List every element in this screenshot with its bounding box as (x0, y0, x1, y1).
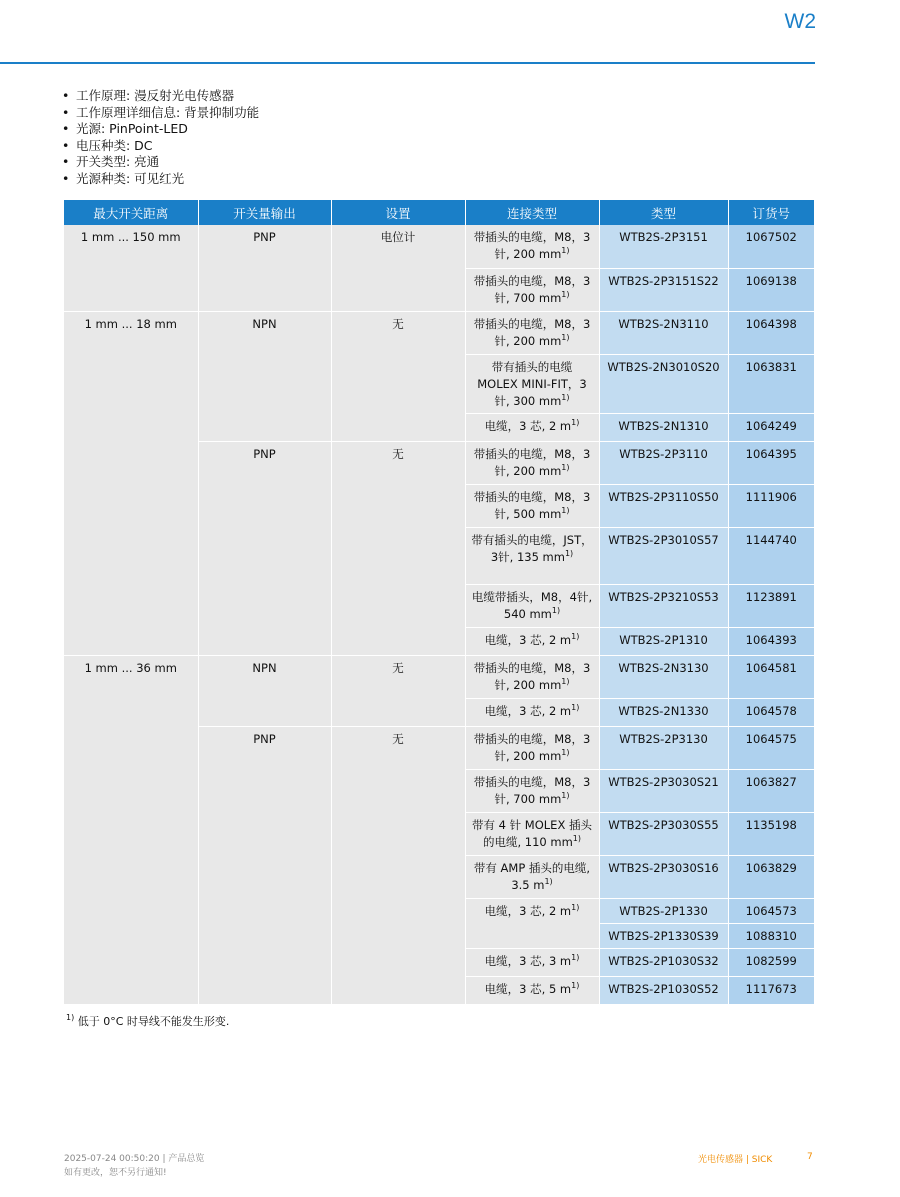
order-cell: 1063827 (728, 769, 814, 812)
type-cell: WTB2S-2P1330S39 (599, 923, 728, 948)
order-cell: 1067502 (728, 225, 814, 268)
connection-cell: 带插头的电缆，M8，3针, 200 $mm^{1)}$ (465, 225, 599, 268)
connection-cell: 电缆，3 芯, 2 $m^{1)}$ (465, 698, 599, 726)
connection-cell: 电缆，3 芯, 2 $m^{1)}$ (465, 898, 599, 948)
page-number: 7 (807, 1152, 813, 1162)
property-item: • 开关类型: 亮通 (62, 154, 259, 171)
range-cell: 1 mm ... 36 mm (64, 655, 198, 1004)
connection-cell: 带插头的电缆，M8，3针, 200 $mm^{1)}$ (465, 726, 599, 769)
order-cell: 1063829 (728, 855, 814, 898)
order-cell: 1117673 (728, 976, 814, 1004)
range-cell: 1 mm ... 18 mm (64, 311, 198, 655)
setting-cell: 无 (331, 726, 465, 1004)
type-cell: WTB2S-2P3030S21 (599, 769, 728, 812)
property-list (62, 88, 259, 187)
order-cell: 1063831 (728, 354, 814, 413)
table-row (64, 311, 814, 354)
table-header-row (64, 200, 814, 225)
type-cell: WTB2S-2P3010S57 (599, 527, 728, 584)
type-cell: WTB2S-2P1330 (599, 898, 728, 923)
order-cell: 1064573 (728, 898, 814, 923)
header-type: 类型 (599, 200, 728, 225)
table-row (64, 225, 814, 268)
connection-cell: 带插头的电缆，M8，3针, 200 $mm^{1)}$ (465, 311, 599, 354)
output-cell: PNP (198, 225, 331, 311)
chapter-label: W2 (784, 10, 816, 33)
header-connection: 连接类型 (465, 200, 599, 225)
order-cell: 1082599 (728, 948, 814, 976)
type-cell: WTB2S-2P3030S55 (599, 812, 728, 855)
type-cell: WTB2S-2P1030S32 (599, 948, 728, 976)
footer-brand: 光电传感器 | SICK (698, 1155, 773, 1165)
order-cell: 1064575 (728, 726, 814, 769)
header-rule (0, 62, 815, 64)
type-cell: WTB2S-2N1330 (599, 698, 728, 726)
connection-cell: 带插头的电缆，M8，3针, 700 $mm^{1)}$ (465, 769, 599, 812)
connection-cell: 带插头的电缆，M8，3针, 200 $mm^{1)}$ (465, 441, 599, 484)
property-item: • 光源: PinPoint-LED (62, 121, 259, 138)
type-cell: WTB2S-2P1310 (599, 627, 728, 655)
output-cell: PNP (198, 726, 331, 1004)
connection-cell: 电缆，3 芯, 3 $m^{1)}$ (465, 948, 599, 976)
type-cell: WTB2S-2N3130 (599, 655, 728, 698)
order-cell: 1088310 (728, 923, 814, 948)
property-item: • 工作原理详细信息: 背景抑制功能 (62, 105, 259, 122)
order-cell: 1111906 (728, 484, 814, 527)
property-item: • 工作原理: 漫反射光电传感器 (62, 88, 259, 105)
setting-cell: 无 (331, 655, 465, 726)
order-cell: 1069138 (728, 268, 814, 311)
footer-notice: 如有更改，恕不另行通知! (64, 1168, 167, 1178)
order-cell: 1123891 (728, 584, 814, 627)
type-cell: WTB2S-2P3130 (599, 726, 728, 769)
product-table (64, 200, 814, 1005)
order-cell: 1064395 (728, 441, 814, 484)
type-cell: WTB2S-2N3110 (599, 311, 728, 354)
connection-cell: 带插头的电缆，M8，3针, 200 $mm^{1)}$ (465, 655, 599, 698)
connection-cell: 电缆，3 芯, 2 $m^{1)}$ (465, 413, 599, 441)
output-cell: NPN (198, 311, 331, 441)
output-cell: NPN (198, 655, 331, 726)
order-cell: 1064398 (728, 311, 814, 354)
setting-cell: 无 (331, 441, 465, 655)
connection-cell: 电缆，3 芯, 5 $m^{1)}$ (465, 976, 599, 1004)
connection-cell: 带有 AMP 插头的电缆, 3.5 $m^{1)}$ (465, 855, 599, 898)
connection-cell: 电缆带插头，M8，4针, 540 $mm^{1)}$ (465, 584, 599, 627)
type-cell: WTB2S-2P3110S50 (599, 484, 728, 527)
type-cell: WTB2S-2N3010S20 (599, 354, 728, 413)
type-cell: WTB2S-2N1310 (599, 413, 728, 441)
header-range: 最大开关距离 (64, 200, 198, 225)
order-cell: 1135198 (728, 812, 814, 855)
footer-timestamp: 2025-07-24 00:50:20 | 产品总览 (64, 1154, 205, 1164)
order-cell: 1064581 (728, 655, 814, 698)
order-cell: 1064393 (728, 627, 814, 655)
connection-cell: 带插头的电缆，M8，3针, 700 $mm^{1)}$ (465, 268, 599, 311)
header-setting: 设置 (331, 200, 465, 225)
range-cell: 1 mm ... 150 mm (64, 225, 198, 311)
property-item: • 光源种类: 可见红光 (62, 171, 259, 188)
type-cell: WTB2S-2P3151 (599, 225, 728, 268)
footer-info (64, 1152, 204, 1180)
connection-cell: 带有 4 针 MOLEX 插头的电缆, 110 $mm^{1)}$ (465, 812, 599, 855)
property-item: • 电压种类: DC (62, 138, 259, 155)
table-row (64, 655, 814, 698)
order-cell: 1064249 (728, 413, 814, 441)
type-cell: WTB2S-2P3030S16 (599, 855, 728, 898)
type-cell: WTB2S-2P3210S53 (599, 584, 728, 627)
footnote: $^{1)}$ 低于 0°C 时导线不能发生形变. (66, 1013, 230, 1028)
connection-cell: 电缆，3 芯, 2 $m^{1)}$ (465, 627, 599, 655)
type-cell: WTB2S-2P1030S52 (599, 976, 728, 1004)
order-cell: 1144740 (728, 527, 814, 584)
connection-cell: 带插头的电缆，M8，3针, 500 $mm^{1)}$ (465, 484, 599, 527)
setting-cell: 电位计 (331, 225, 465, 311)
setting-cell: 无 (331, 311, 465, 441)
connection-cell: 带有插头的电缆 MOLEX MINI-FIT，3 针, 300 $mm^{1)}$ (465, 354, 599, 413)
order-cell: 1064578 (728, 698, 814, 726)
type-cell: WTB2S-2P3110 (599, 441, 728, 484)
header-output: 开关量输出 (198, 200, 331, 225)
output-cell: PNP (198, 441, 331, 655)
header-order: 订货号 (728, 200, 814, 225)
type-cell: WTB2S-2P3151S22 (599, 268, 728, 311)
connection-cell: 带有插头的电缆，JST，3针, 135 $mm^{1)}$ (465, 527, 599, 584)
